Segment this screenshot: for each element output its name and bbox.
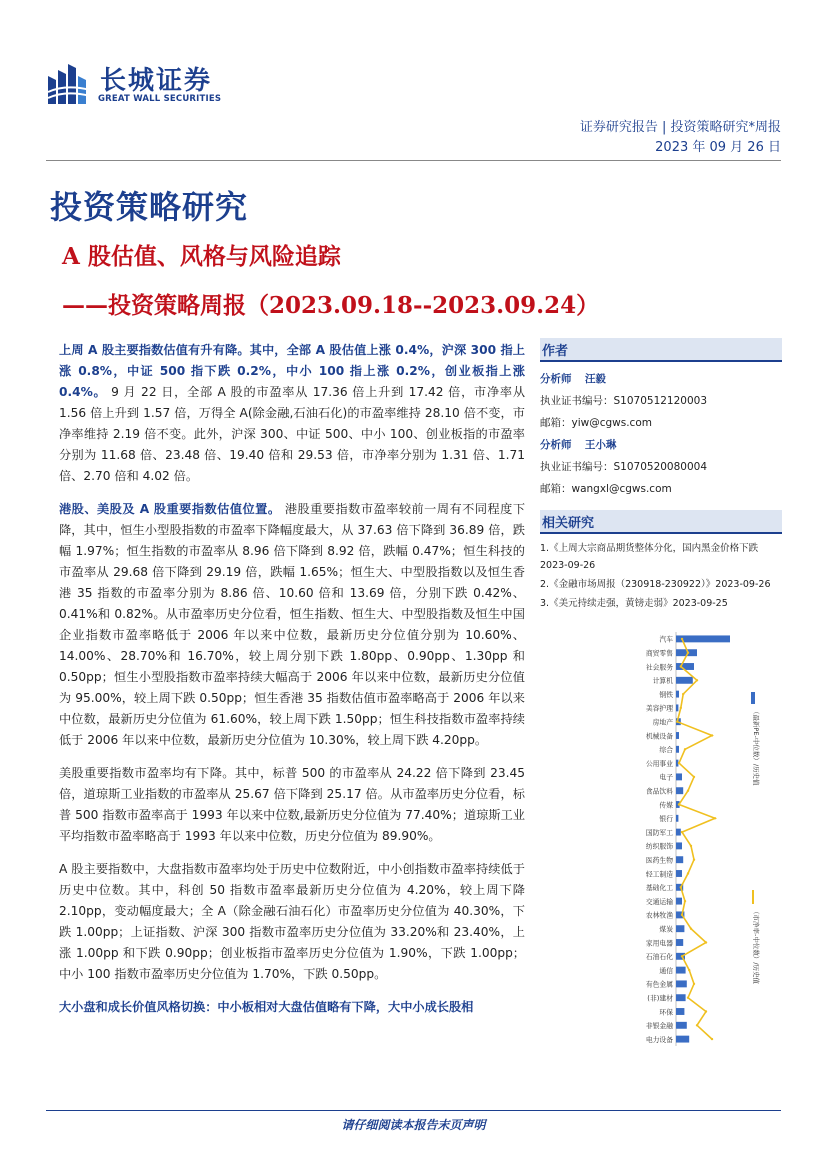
- chart-category-label: 农林牧渔: [645, 911, 673, 920]
- company-logo-icon: [46, 62, 96, 106]
- chart-point: [687, 790, 689, 792]
- related-item[interactable]: 2.《金融市场周报（230918-230922）》2023-09-26: [540, 579, 771, 590]
- chart-bar: [676, 980, 687, 987]
- chart-bar: [676, 677, 693, 684]
- chart-point: [684, 900, 686, 902]
- chart-category-label: 有色金属: [645, 980, 673, 989]
- chart-bar: [676, 898, 682, 905]
- footer-disclaimer: 请仔细阅读本报告末页声明: [341, 1118, 486, 1132]
- chart-bar: [676, 704, 678, 711]
- analyst-1: 分析师 汪毅: [540, 373, 606, 385]
- chart-category-label: 纺织服饰: [645, 842, 673, 851]
- chart-point: [680, 707, 682, 709]
- analyst-2: 分析师 王小琳: [540, 439, 617, 451]
- chart-point: [680, 886, 682, 888]
- logo-text-cn: 长城证券: [100, 66, 213, 96]
- chart-category-label: 商贸零售: [645, 649, 673, 658]
- report-subtitle-period: ——投资策略周报（2023.09.18--2023.09.24）: [62, 292, 600, 319]
- chart-point: [687, 652, 689, 654]
- authors-heading: 作者: [540, 338, 782, 362]
- chart-point: [711, 734, 713, 736]
- chart-category-label: 电子: [659, 773, 673, 782]
- analyst-2-email[interactable]: 邮箱：wangxl@cgws.com: [540, 483, 672, 495]
- chart-category-label: 医药生物: [645, 856, 673, 865]
- chart-bar: [676, 994, 686, 1001]
- chart-bar: [676, 939, 683, 946]
- chart-bar: [676, 925, 684, 932]
- header-divider: [46, 160, 781, 161]
- chart-point: [678, 762, 680, 764]
- chart-bar: [676, 635, 730, 642]
- chart-category-label: 基础化工: [645, 884, 673, 893]
- chart-category-label: 社会服务: [645, 663, 673, 672]
- chart-point: [714, 817, 716, 819]
- report-subtitle: A 股估值、风格与风险追踪: [62, 243, 341, 270]
- chart-point: [680, 665, 682, 667]
- chart-category-label: 综合: [659, 746, 673, 755]
- report-date: 2023 年 09 月 26 日: [655, 140, 781, 155]
- analyst-1-email[interactable]: 邮箱：yiw@cgws.com: [540, 417, 652, 429]
- chart-category-label: 机械设备: [645, 732, 673, 741]
- chart-point: [687, 997, 689, 999]
- chart-category-label: 家用电器: [645, 939, 673, 948]
- header-meta: [580, 118, 781, 158]
- chart-point: [681, 955, 683, 957]
- related-research-heading: 相关研究: [540, 510, 782, 534]
- lead-text: 港股、美股及 A 股重要指数估值位置。: [59, 502, 281, 516]
- chart-bar: [676, 856, 683, 863]
- chart-bar: [676, 691, 679, 698]
- chart-bar: [676, 663, 694, 670]
- chart-bar: [676, 842, 682, 849]
- body-text: 港股重要指数市盈率较前一周有不同程度下降，其中，恒生小型股指数的市盈率下降幅度最大，从 37.63 倍下降到 36.89 倍，跌幅 1.97%；恒生指数的市盈率从 8.96 倍下降到 8.92 倍，跌幅 0.47%；恒生科技的市盈率从 29.68 倍下降到 29.19 倍，跌幅 1.65%；恒生大、中型股指数以及恒生香港 35 指数的市盈率分别为 8.86 倍、10.60 倍和 13.69 倍，分别下跌 0.42%、0.41%和 0.82%。从市盈率历史分位看，恒生指数、恒生大、中型股指数及恒生中国企业指数市盈率略低于 2006 年以来中位数，最新历史分位值分别为 10.60%、14.00%、28.70%和 16.70%，较上周分别下跌 1.80pp、0.90pp、1.30pp 和 0.50pp；恒生小型股指数市盈率持续大幅高于 2006 年以来中位数，最新历史分位值为 95.00%，较上周下跌 0.50pp；恒生香港 35 指数估值市盈率略高于 2006 年以来中位数，最新历史分位值为 61.60%，较上周下跌 1.50pp；恒生科技指数市盈率持续低于 2006 年以来中位数，最新历史分位值为 10.30%，较上周下跌 4.20pp。: [59, 502, 526, 747]
- chart-point: [690, 928, 692, 930]
- chart-category-label: 钢铁: [659, 690, 673, 699]
- chart-category-label: 食品饮料: [645, 787, 673, 796]
- industry-valuation-chart: [568, 628, 768, 1048]
- chart-category-label: 银行: [659, 815, 673, 824]
- chart-bar: [676, 787, 683, 794]
- lead-text: 上周 A 股主要指数估值有升有降。其中，全部 A 股估值上涨 0.4%，沪深 300 指上涨 0.8%，中证 500 指下跌 0.2%，中小 100 指上涨 0.2%，创业板指上涨 0.4%。: [59, 343, 525, 399]
- paragraph-hk-us-valuation: [59, 499, 525, 751]
- chart-legend-swatch-1: [751, 692, 755, 704]
- paragraph-a-share-percentile: [59, 859, 525, 985]
- chart-category-label: 汽车: [659, 635, 673, 644]
- analyst-1-cert: 执业证书编号：S1070512120003: [540, 395, 708, 407]
- chart-line-series: [677, 639, 715, 1039]
- paragraph-us-valuation: [59, 763, 525, 847]
- paragraph-style-switch: [59, 997, 525, 1018]
- chart-category-label: 电力设备: [645, 1035, 673, 1044]
- chart-category-label: 传媒: [659, 801, 673, 810]
- chart-point: [681, 914, 683, 916]
- body-text: A 股主要指数中，大盘指数市盈率均处于历史中位数附近，中小创指数市盈率持续低于历史中位数。其中，科创 50 指数市盈率最新历史分位值为 4.20%，较上周下降 2.10pp，变动幅度最大；全 A（除金融石油石化）市盈率历史分位值为 40.30%，下跌 1.00pp；上证指数、沪深 300 指数市盈率历史分位值为 33.20%和 23.40%，上涨 1.00pp 和下跌 0.90pp；创业板指市盈率历史分位值为 1.90%，下跌 1.00pp；中小 100 指数市盈率历史分位值为 1.70%，下跌 0.50pp。: [59, 862, 525, 981]
- chart-bar: [676, 1008, 684, 1015]
- chart-bar: [676, 870, 682, 877]
- chart-category-label: 计算机: [652, 677, 673, 686]
- analyst-2-cert: 执业证书编号：S1070520080004: [540, 461, 708, 473]
- chart-bar: [676, 746, 679, 753]
- lead-text: 大小盘和成长价值风格切换：中小板相对大盘估值略有下降，大中小成长股相: [59, 1000, 474, 1014]
- body-text: 美股重要指数市盈率均有下降。其中，标普 500 的市盈率从 24.22 倍下降到 23.45 倍，道琼斯工业指数的市盈率从 25.67 倍下降到 25.17 倍。从市盈率历史分位看，标普 500 指数市盈率高于 1993 年以来中位数,最新历史分位值为 77.40%；道琼斯工业平均指数市盈率略高于 1993 年以来中位数，历史分位值为 89.90%。: [59, 766, 525, 843]
- chart-point: [684, 748, 686, 750]
- chart-point: [690, 845, 692, 847]
- chart-bar: [676, 815, 678, 822]
- chart-category-label: 煤炭: [659, 925, 673, 934]
- chart-point: [687, 872, 689, 874]
- report-type: 证券研究报告 | 投资策略研究*周报: [579, 120, 781, 135]
- chart-legend-series-2: （市净率-中位数）/历史值: [752, 908, 760, 985]
- chart-category-label: 轻工制造: [645, 870, 673, 879]
- chart-category-label: 房地产: [652, 718, 673, 727]
- related-research-list: [540, 540, 782, 612]
- chart-category-label: 石油石化: [645, 953, 673, 962]
- chart-category-label: 国防军工: [645, 828, 673, 837]
- chart-point: [711, 1038, 713, 1040]
- chart-point: [696, 1024, 698, 1026]
- chart-bar: [676, 1036, 689, 1043]
- logo-text-en: GREAT WALL SECURITIES: [98, 94, 222, 104]
- chart-point: [676, 721, 678, 723]
- chart-point: [693, 859, 695, 861]
- chart-point: [681, 831, 683, 833]
- analyst-info: [540, 368, 782, 500]
- chart-bar: [676, 732, 679, 739]
- chart-category-label: 交通运输: [645, 897, 673, 906]
- paragraph-a-share-valuation: [59, 340, 525, 487]
- chart-point: [705, 1010, 707, 1012]
- chart-category-label: 通信: [659, 966, 673, 975]
- chart-point: [693, 776, 695, 778]
- chart-legend-series-1: （最新PE-中位数）/历史值: [752, 708, 760, 786]
- chart-category-label: 美容护理: [645, 704, 673, 713]
- chart-point: [688, 969, 690, 971]
- chart-point: [693, 983, 695, 985]
- chart-bar: [676, 967, 686, 974]
- sidebar: [540, 338, 782, 614]
- chart-bar: [676, 773, 682, 780]
- chart-point: [682, 693, 684, 695]
- chart-point: [678, 803, 680, 805]
- chart-bar: [676, 1022, 687, 1029]
- body-text: 9 月 22 日，全部 A 股的市盈率从 17.36 倍上升到 17.42 倍，市净率从 1.56 倍上升到 1.57 倍，万得全 A(除金融,石油石化)的市盈率维持 28.10 倍不变，市净率维持 2.19 倍不变。此外，沪深 300、中证 500、中小 100、创业板指的市盈率分别为 11.68 倍、23.48 倍、19.40 倍和 29.53 倍，市净率分别为 1.31 倍、1.71 倍、2.70 倍和 4.02 倍。: [59, 385, 526, 483]
- main-body: [59, 340, 525, 1030]
- chart-bar: [676, 829, 681, 836]
- chart-category-label: 环保: [659, 1008, 673, 1017]
- chart-point: [705, 941, 707, 943]
- chart-category-label: 非银金融: [645, 1022, 673, 1031]
- related-item[interactable]: 3.《美元持续走强，黄镑走弱》2023-09-25: [540, 598, 728, 609]
- chart-category-label: 公用事业: [645, 759, 673, 768]
- chart-point: [681, 638, 683, 640]
- chart-point: [696, 679, 698, 681]
- footer-divider: [46, 1110, 781, 1111]
- chart-category-label: (非)建材: [647, 994, 673, 1003]
- page-title: 投资策略研究: [50, 188, 249, 226]
- related-item[interactable]: 1.《上周大宗商品期货整体分化，国内黑金价格下跌 2023-09-26: [540, 543, 759, 571]
